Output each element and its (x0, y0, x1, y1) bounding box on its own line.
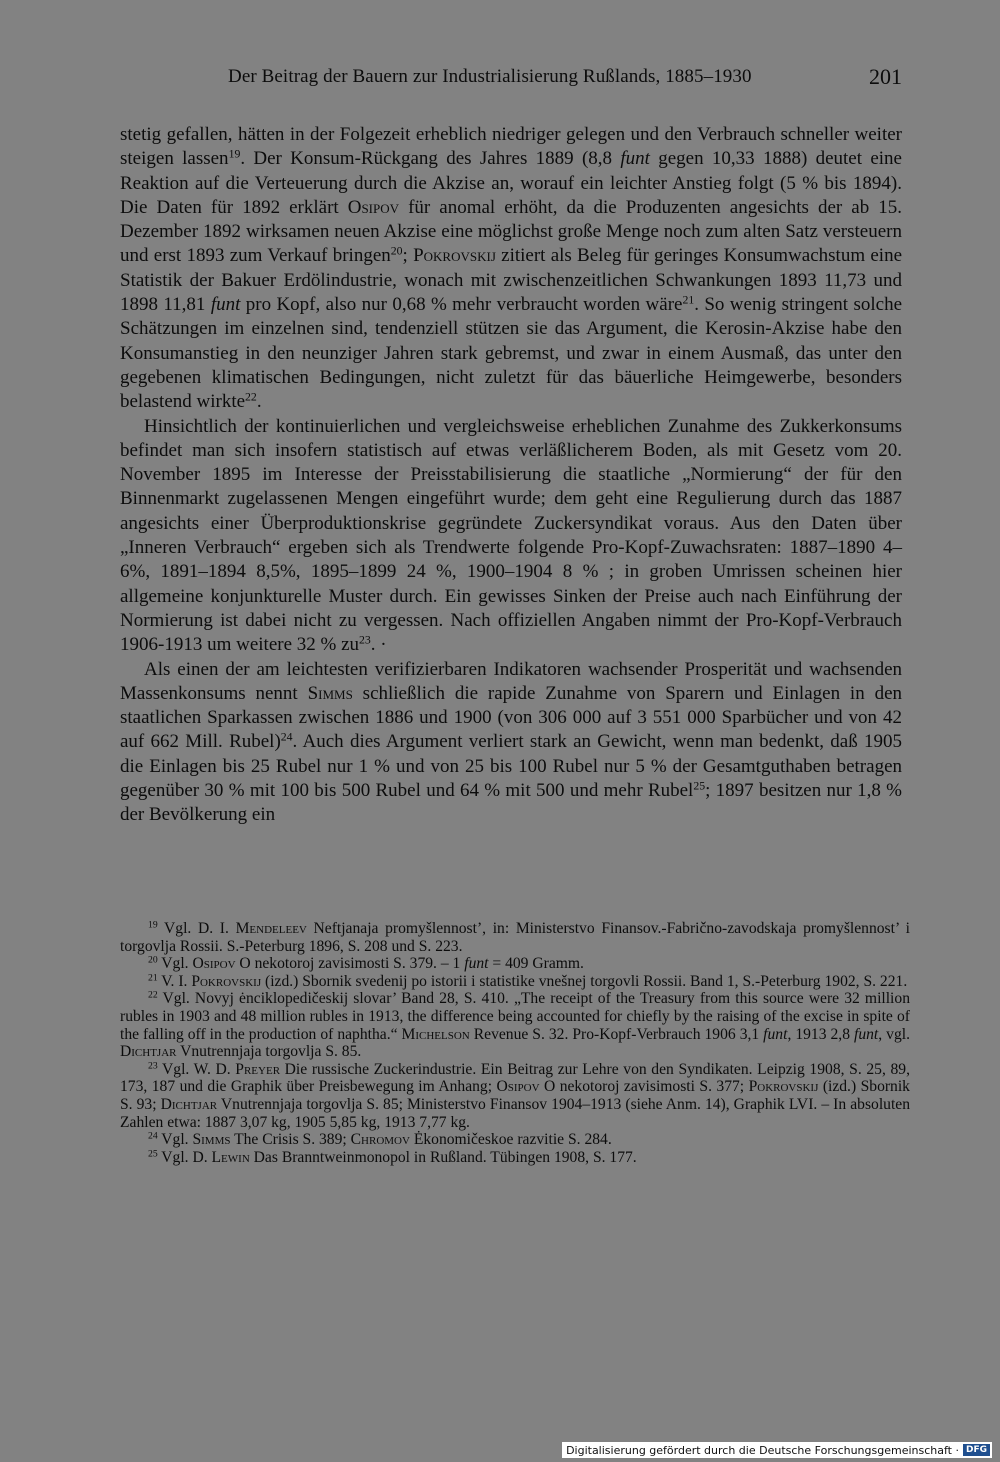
author-name: Osipov (192, 955, 236, 973)
text-run: für anomal erhöht, da die Produzenten angesichts der ab 15. Dezember 1892 wirksamen neuen Akzise eine möglichst große Menge noch zum alten Satz versteuern und erst 1893 zum Verkauf bringen (120, 196, 902, 267)
author-name: Dichtjar (120, 1043, 177, 1061)
footnote-number: 19 (148, 919, 158, 931)
text-run: Vgl. (157, 1131, 193, 1149)
author-name: Simms (192, 1131, 231, 1149)
author-name: Pokrovskij (413, 245, 496, 267)
text-run: ; (402, 245, 414, 267)
text-run: Vnutrennjaja torgovlja S. 85. (176, 1043, 362, 1061)
body-text (120, 123, 902, 828)
text-run: (izd.) Sbornik svedenij po istorii i statistike vnešnej torgovli Rossii. Band 1, S.-Peterburg 1902, S. 221. (261, 972, 908, 990)
running-head (228, 64, 908, 94)
text-run: Ėkonomičeskoe razvitie S. 284. (409, 1131, 612, 1149)
text-run: pro Kopf, also nur 0,68 % mehr verbraucht worden wäre (240, 294, 683, 316)
footnote-number: 21 (148, 972, 158, 984)
paragraph-3 (120, 658, 902, 828)
italic-term: funt (763, 1025, 788, 1043)
text-run: (izd.) Sbornik S. 93; (120, 1078, 910, 1113)
italic-term: funt (464, 955, 489, 973)
paragraph-2 (120, 415, 902, 658)
running-title: Der Beitrag der Bauern zur Industrialisierung Rußlands, 1885–1930 (228, 66, 752, 87)
text-run: Als einen der am leichtesten verifizierbaren Indikatoren wachsender Prosperität und wachsenden Massenkonsums nennt (120, 658, 902, 704)
footnote-number: 25 (148, 1148, 158, 1160)
text-run: = 409 Gramm. (488, 955, 584, 973)
footnote-ref: 24 (280, 730, 293, 744)
text-run: ; 1897 besitzen nur 1,8 % der Bevölkerung ein (120, 780, 903, 826)
text-run: Die russische Zuckerindustrie. Ein Beitrag zur Lehre von den Syndikaten. Leipzig 1908, S. 25, 89, 173, 187 und die Graphik über Preisbewegung im Anhang; (120, 1060, 910, 1096)
footnotes (120, 920, 910, 1166)
author-name: Simms (307, 682, 353, 704)
text-run: , vgl. (878, 1025, 910, 1043)
footnote-ref: 25 (693, 779, 706, 793)
footnote-ref: 22 (245, 390, 257, 404)
footnote-23 (120, 1061, 910, 1131)
author-name: Lewin (211, 1148, 250, 1166)
text-run: . Auch dies Argument verliert stark an Gewicht, wenn man bedenkt, daß 1905 die Einlagen bis 25 Rubel nur 1 % und von 25 bis 100 Rubel nur 5 % der Gesamtguthaben betragen gegenüber 30 % mit 100 bis 500 Rubel und 64 % mit 500 und mehr Rubel (120, 731, 902, 802)
author-name: Pokrovskij (191, 972, 262, 990)
text-run: Vnutrennjaja torgovlja S. 85; Ministerstvo Finansov 1904–1913 (siehe Anm. 14), Graphik LVI. – In absoluten Zahlen etwa: 1887 3,07 kg, 1905 5,85 kg, 1913 7,77 kg. (120, 1095, 910, 1131)
text-run: Revenue S. 32. Pro-Kopf-Verbrauch 1906 3,1 (469, 1025, 764, 1043)
footnote-ref: 20 (390, 245, 403, 259)
footnote-number: 22 (148, 990, 158, 1002)
footnote-25 (120, 1149, 910, 1167)
text-run: Das Branntweinmonopol in Rußland. Tübingen 1908, S. 177. (249, 1148, 637, 1166)
footnote-22 (120, 990, 910, 1060)
footnote-24 (120, 1131, 910, 1149)
author-name: Michelson (401, 1025, 470, 1043)
funding-text: Digitalisierung gefördert durch die Deutsche Forschungsgemeinschaft · (566, 1443, 959, 1457)
footnote-number: 23 (148, 1060, 158, 1072)
author-name: Chromov (350, 1131, 410, 1149)
text-run: Neftjanaja promyšlennost’, in: Ministerstvo Finansov.-Fabrično-zavodskaja promyšlennost’ i torgovlja Rossii. S.-Peterburg 1896, S. 208 und S. 223. (120, 920, 910, 955)
text-run: O nekotoroj zavisimosti S. 377; (539, 1078, 749, 1096)
text-run: , 1913 2,8 (787, 1025, 854, 1043)
author-name: Pokrovskij (748, 1078, 819, 1096)
text-run: gegen 10,33 1888) deutet eine Reaktion auf die Verteuerung durch die Akzise an, worauf ein leichter Anstieg folgt (5 % bis 1894). Die Daten für 1892 erklärt (120, 148, 902, 218)
footnote-21 (120, 973, 910, 991)
text-run: Vgl. D. (157, 1148, 212, 1166)
author-name: Osipov (496, 1078, 540, 1096)
author-name: Preyer (235, 1060, 281, 1078)
text-run: Vgl. D. I. (157, 920, 236, 937)
text-run: . · (370, 634, 387, 656)
text-run: stetig gefallen, hätten in der Folgezeit erheblich niedriger gelegen und den Verbrauch schneller weiter steigen lassen (120, 124, 902, 170)
text-run: zitiert als Beleg für geringes Konsumwachstum eine Statistik der Bakuer Erdölindustrie, wonach mit zwischenzeitlichen Schwankungen 1893 11,73 und 1898 11,81 (120, 245, 902, 316)
footnote-19 (120, 920, 910, 955)
author-name: Osipov (347, 196, 400, 218)
text-run: . So wenig stringent solche Schätzungen im einzelnen sind, tendenziell stützen sie das Argument, die Kerosin-Akzise habe den Konsumanstieg in den neunziger Jahren stark gebremst, und zwar in einem Ausmaß, das unter den gegebenen klimatischen Bedingungen, nicht zuletzt für das bäuerliche Heimgewerbe, besonders belastend wirkte (120, 294, 903, 413)
text-run: Vgl. W. D. (157, 1060, 236, 1078)
dfg-logo-icon: DFG (963, 1444, 990, 1456)
text-run: V. I. (157, 972, 192, 990)
author-name: Dichtjar (160, 1095, 218, 1113)
text-run: schließlich die rapide Zunahme von Sparern und Einlagen in den staatlichen Sparkassen zwischen 1886 und 1900 (von 306 000 auf 3 551 000 Sparbücher und von 42 auf 662 Mill. Rubel) (120, 682, 903, 753)
text-run: Vgl. (157, 955, 193, 973)
footnote-ref: 19 (228, 147, 241, 161)
footnote-number: 24 (148, 1130, 158, 1142)
page-number: 201 (869, 64, 902, 89)
text-run: . Der Konsum-Rückgang des Jahres 1889 (8,8 (240, 148, 621, 170)
footnote-ref: 23 (359, 633, 371, 647)
text-run: . (256, 391, 262, 413)
author-name: Mendeleev (235, 920, 307, 937)
footnote-number: 20 (148, 954, 158, 966)
footnote-20 (120, 955, 910, 973)
text-run: The Crisis S. 389; (230, 1131, 351, 1149)
funding-footer (562, 1442, 992, 1458)
italic-term: funt (854, 1025, 879, 1043)
italic-term: funt (620, 148, 650, 170)
text-run: Vgl. Novyj ėnciklopedičeskij slovar’ Band 28, S. 410. „The receipt of the Treasury from this source were 32 million rubles in 1903 and 48 million rubles in 1913, the difference being accounted for chiefly by the raising of the excise in spite of the falling off in the production of naphtha.“ (120, 990, 910, 1043)
paragraph-1 (120, 123, 902, 415)
text-run: O nekotoroj zavisimosti S. 379. – 1 (235, 955, 465, 973)
footnote-ref: 21 (682, 293, 695, 307)
italic-term: funt (210, 294, 241, 316)
text-run: Hinsichtlich der kontinuierlichen und vergleichsweise erheblichen Zunahme des Zukkerkonsums befindet man sich insofern statistisch auf etwas verläßlicherem Boden, als mit Gesetz vom 20. November 1895 im Interesse der Preisstabilisierung die staatliche „Normierung“ der für den Binnenmarkt zugelassenen Mengen eingeführt wurde; dem geht eine Regulierung durch das 1887 angesichts einer Überproduktionskrise gegründete Zuckersyndikat voraus. Aus den Daten über „Inneren Verbrauch“ ergeben sich als Trendwerte folgende Pro-Kopf-Zuwachsraten: 1887–1890 4–6%, 1891–1894 8,5%, 1895–1899 24 %, 1900–1904 8 % ; in groben Umrissen scheinen hier allgemeine konjunkturelle Muster durch. Ein gewisses Sinken der Preise auch nach Einführung der Normierung ist dabei nicht zu vergessen. Nach offiziellen Angaben nimmt der Pro-Kopf-Verbrauch 1906-1913 um weitere 32 % zu (120, 415, 902, 656)
